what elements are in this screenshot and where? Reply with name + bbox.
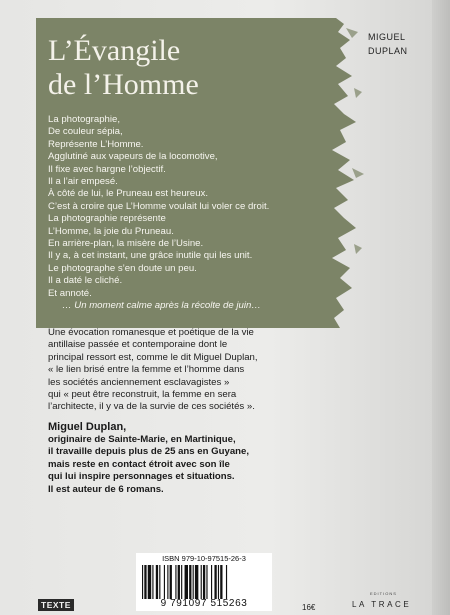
bio-line: originaire de Sainte-Marie, en Martinique, xyxy=(48,433,236,445)
bio-line: qui lui inspire personnages et situations. xyxy=(48,471,235,483)
poem-line: Et annoté. xyxy=(48,287,92,299)
description-line: principal ressort est, comme le dit Miguel Duplan, xyxy=(48,351,258,363)
book-description xyxy=(48,327,258,414)
title-line-2: de l’Homme xyxy=(48,68,199,101)
description-line: qui « peut être reconstruit, la femme en sera xyxy=(48,389,237,401)
barcode-image xyxy=(142,565,266,599)
poem-line: Représente L’Homme. xyxy=(48,138,144,150)
author-name-top xyxy=(368,30,408,58)
poem-line: La photographie représente xyxy=(48,213,166,225)
collection-label: TEXTE xyxy=(38,599,74,611)
poem-line: Il y a, à cet instant, une grâce inutile qui les unit. xyxy=(48,250,253,262)
brush-stroke-edge xyxy=(326,18,366,328)
author-bio xyxy=(48,421,249,497)
bio-line: mais reste en contact étroit avec son île xyxy=(48,458,230,470)
poem-line: À côté de lui, le Pruneau est heureux. xyxy=(48,188,208,200)
author-last-name: DUPLAN xyxy=(368,46,408,56)
poem-line: De couleur sépia, xyxy=(48,126,123,138)
description-line: les sociétés anciennement esclavagistes » xyxy=(48,376,230,388)
description-line: « le lien brisé entre la femme et l’homme dans xyxy=(48,364,245,376)
bio-line: il travaille depuis plus de 25 ans en Guyane, xyxy=(48,446,250,458)
poem-excerpt xyxy=(48,114,269,300)
poem-line: Il a daté le cliché. xyxy=(48,275,123,287)
description-line: Une évocation romanesque et poétique de la vie xyxy=(48,327,254,338)
barcode-number: 9 791097 515263 xyxy=(160,598,248,609)
description-line: l’architecte, il y va de la survie de ces sociétés ». xyxy=(48,401,255,413)
author-first-name: MIGUEL xyxy=(368,32,406,42)
poem-line: La photographie, xyxy=(48,114,121,125)
poem-line: Agglutiné aux vapeurs de la locomotive, xyxy=(48,151,218,163)
publisher-name: LA TRACE xyxy=(352,600,412,609)
poem-line: Le photographe s’en doute un peu. xyxy=(48,262,197,274)
isbn-label: ISBN 979-10-97515-26-3 xyxy=(162,554,246,563)
book-title xyxy=(48,34,199,102)
description-line: antillaise passée et contemporaine dont le xyxy=(48,339,228,351)
poem-line: Il fixe avec hargne l’objectif. xyxy=(48,163,166,175)
publisher-prefix: EDITIONS xyxy=(370,591,397,596)
poem-line: L’Homme, la joie du Pruneau. xyxy=(48,225,174,237)
poem-closing-line: … Un moment calme après la récolte de juin… xyxy=(62,300,261,311)
bio-author-name: Miguel Duplan, xyxy=(48,421,127,433)
poem-line: Il a l’air empesé. xyxy=(48,176,118,188)
spine-edge xyxy=(432,0,450,615)
bio-line: Il est auteur de 6 romans. xyxy=(48,483,164,495)
poem-line: C’est à croire que L’Homme voulait lui voler ce droit. xyxy=(48,200,270,212)
price-label: 16€ xyxy=(302,603,316,612)
title-line-1: L’Évangile xyxy=(48,34,181,67)
poem-line: En arrière-plan, la misère de l’Usine. xyxy=(48,238,204,250)
